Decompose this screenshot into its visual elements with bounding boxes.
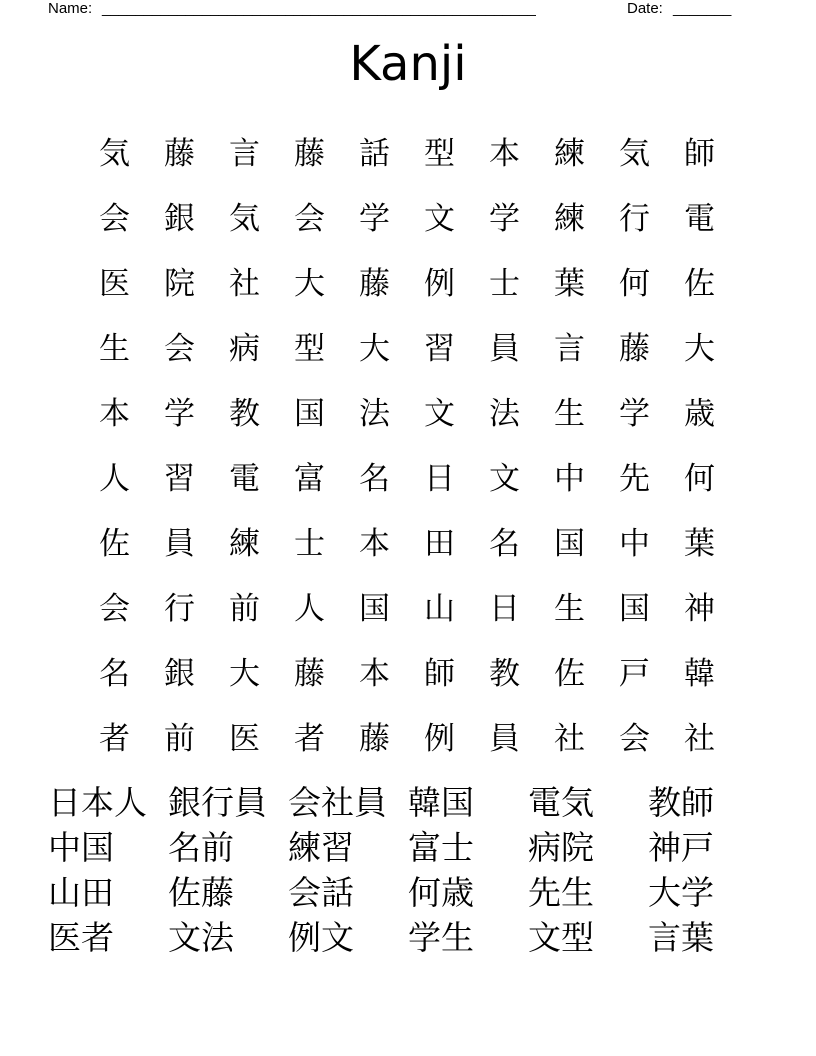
word-list-item: 山田 [48, 873, 114, 912]
grid-cell: 士 [489, 266, 520, 302]
grid-cell: 会 [164, 331, 195, 367]
grid-cell: 習 [164, 461, 195, 497]
grid-cell: 気 [619, 136, 650, 172]
word-list-item: 学生 [408, 918, 474, 957]
grid-cell: 前 [229, 591, 260, 627]
grid-cell: 学 [164, 396, 195, 432]
grid-cell: 大 [229, 656, 260, 692]
grid-cell: 練 [229, 526, 260, 562]
grid-cell: 員 [164, 526, 195, 562]
grid-cell: 人 [294, 591, 325, 627]
grid-cell: 先 [619, 461, 650, 497]
word-list-item: 電気 [528, 783, 594, 822]
grid-cell: 銀 [164, 201, 195, 237]
grid-cell: 気 [99, 136, 130, 172]
name-label: Name: [48, 0, 93, 17]
grid-cell: 韓 [684, 656, 715, 692]
grid-cell: 者 [294, 721, 325, 757]
grid-cell: 大 [359, 331, 390, 367]
word-list-item: 言葉 [648, 918, 714, 957]
grid-cell: 型 [294, 331, 325, 367]
grid-cell: 電 [229, 461, 260, 497]
grid-cell: 会 [294, 201, 325, 237]
grid-cell: 藤 [619, 331, 650, 367]
grid-cell: 国 [294, 396, 325, 432]
word-list-item: 銀行員 [168, 783, 267, 822]
word-list-item: 文型 [528, 918, 594, 957]
word-list-item: 韓国 [408, 783, 474, 822]
grid-cell: 法 [359, 396, 390, 432]
grid-cell: 葉 [684, 526, 715, 562]
grid-cell: 大 [684, 331, 715, 367]
page-title: Kanji [349, 36, 467, 92]
grid-cell: 国 [619, 591, 650, 627]
grid-cell: 富 [294, 461, 325, 497]
word-list-item: 会話 [288, 873, 354, 912]
grid-cell: 名 [99, 656, 130, 692]
grid-cell: 練 [554, 201, 585, 237]
grid-cell: 員 [489, 331, 520, 367]
grid-cell: 大 [294, 266, 325, 302]
grid-cell: 士 [294, 526, 325, 562]
grid-cell: 佐 [684, 266, 715, 302]
word-list-item: 佐藤 [168, 873, 234, 912]
grid-cell: 学 [619, 396, 650, 432]
grid-cell: 会 [619, 721, 650, 757]
date-label: Date: [627, 0, 663, 17]
grid-cell: 言 [229, 136, 260, 172]
word-list-item: 医者 [48, 918, 114, 957]
word-list-item: 名前 [168, 828, 234, 867]
word-list-item: 神戸 [648, 828, 714, 867]
word-list-item: 病院 [528, 828, 594, 867]
grid-cell: 生 [554, 396, 585, 432]
grid-cell: 本 [99, 396, 130, 432]
grid-cell: 型 [424, 136, 455, 172]
word-search-grid [82, 118, 732, 768]
grid-cell: 文 [424, 201, 455, 237]
grid-cell: 前 [164, 721, 195, 757]
grid-cell: 中 [554, 461, 585, 497]
grid-cell: 国 [554, 526, 585, 562]
grid-cell: 佐 [554, 656, 585, 692]
grid-cell: 例 [424, 721, 455, 757]
grid-cell: 気 [229, 201, 260, 237]
grid-cell: 本 [359, 656, 390, 692]
grid-cell: 歳 [684, 396, 715, 432]
grid-cell: 文 [424, 396, 455, 432]
grid-cell: 師 [684, 136, 715, 172]
word-list-item: 中国 [48, 828, 114, 867]
word-list-item: 例文 [288, 918, 354, 957]
grid-cell: 学 [359, 201, 390, 237]
grid-cell: 者 [99, 721, 130, 757]
grid-cell: 師 [424, 656, 455, 692]
word-list-item: 何歳 [408, 873, 474, 912]
word-list-item: 富士 [408, 828, 474, 867]
word-list-item: 練習 [288, 828, 354, 867]
grid-cell: 生 [99, 331, 130, 367]
grid-cell: 教 [229, 396, 260, 432]
grid-cell: 行 [619, 201, 650, 237]
word-list-item: 教師 [648, 783, 714, 822]
grid-cell: 習 [424, 331, 455, 367]
date-blank-line: _______ [673, 0, 732, 17]
grid-cell: 社 [554, 721, 585, 757]
grid-cell: 神 [684, 591, 715, 627]
grid-cell: 例 [424, 266, 455, 302]
grid-cell: 藤 [294, 136, 325, 172]
grid-cell: 会 [99, 591, 130, 627]
grid-cell: 社 [684, 721, 715, 757]
grid-cell: 山 [424, 591, 455, 627]
grid-cell: 本 [359, 526, 390, 562]
grid-cell: 文 [489, 461, 520, 497]
grid-cell: 銀 [164, 656, 195, 692]
name-blank-line: ____________________________________________________ [102, 0, 536, 17]
word-list-item: 先生 [528, 873, 594, 912]
grid-cell: 田 [424, 526, 455, 562]
grid-cell: 本 [489, 136, 520, 172]
grid-cell: 佐 [99, 526, 130, 562]
grid-cell: 教 [489, 656, 520, 692]
grid-cell: 学 [489, 201, 520, 237]
word-list-item: 文法 [168, 918, 234, 957]
grid-cell: 医 [229, 721, 260, 757]
grid-cell: 何 [619, 266, 650, 302]
grid-cell: 名 [489, 526, 520, 562]
grid-cell: 藤 [359, 266, 390, 302]
grid-cell: 電 [684, 201, 715, 237]
grid-cell: 何 [684, 461, 715, 497]
grid-cell: 話 [359, 136, 390, 172]
grid-cell: 日 [424, 461, 455, 497]
word-list-item: 日本人 [48, 783, 147, 822]
grid-cell: 法 [489, 396, 520, 432]
word-list [48, 780, 768, 960]
grid-cell: 社 [229, 266, 260, 302]
grid-cell: 人 [99, 461, 130, 497]
grid-cell: 行 [164, 591, 195, 627]
grid-cell: 中 [619, 526, 650, 562]
grid-cell: 員 [489, 721, 520, 757]
grid-cell: 藤 [294, 656, 325, 692]
grid-cell: 日 [489, 591, 520, 627]
grid-cell: 名 [359, 461, 390, 497]
grid-cell: 戸 [619, 656, 650, 692]
grid-cell: 生 [554, 591, 585, 627]
grid-cell: 院 [164, 266, 195, 302]
word-list-item: 大学 [648, 873, 714, 912]
grid-cell: 国 [359, 591, 390, 627]
grid-cell: 言 [554, 331, 585, 367]
grid-cell: 藤 [359, 721, 390, 757]
grid-cell: 病 [229, 331, 260, 367]
grid-cell: 医 [99, 266, 130, 302]
word-list-item: 会社員 [288, 783, 387, 822]
grid-cell: 練 [554, 136, 585, 172]
grid-cell: 会 [99, 201, 130, 237]
grid-cell: 葉 [554, 266, 585, 302]
grid-cell: 藤 [164, 136, 195, 172]
